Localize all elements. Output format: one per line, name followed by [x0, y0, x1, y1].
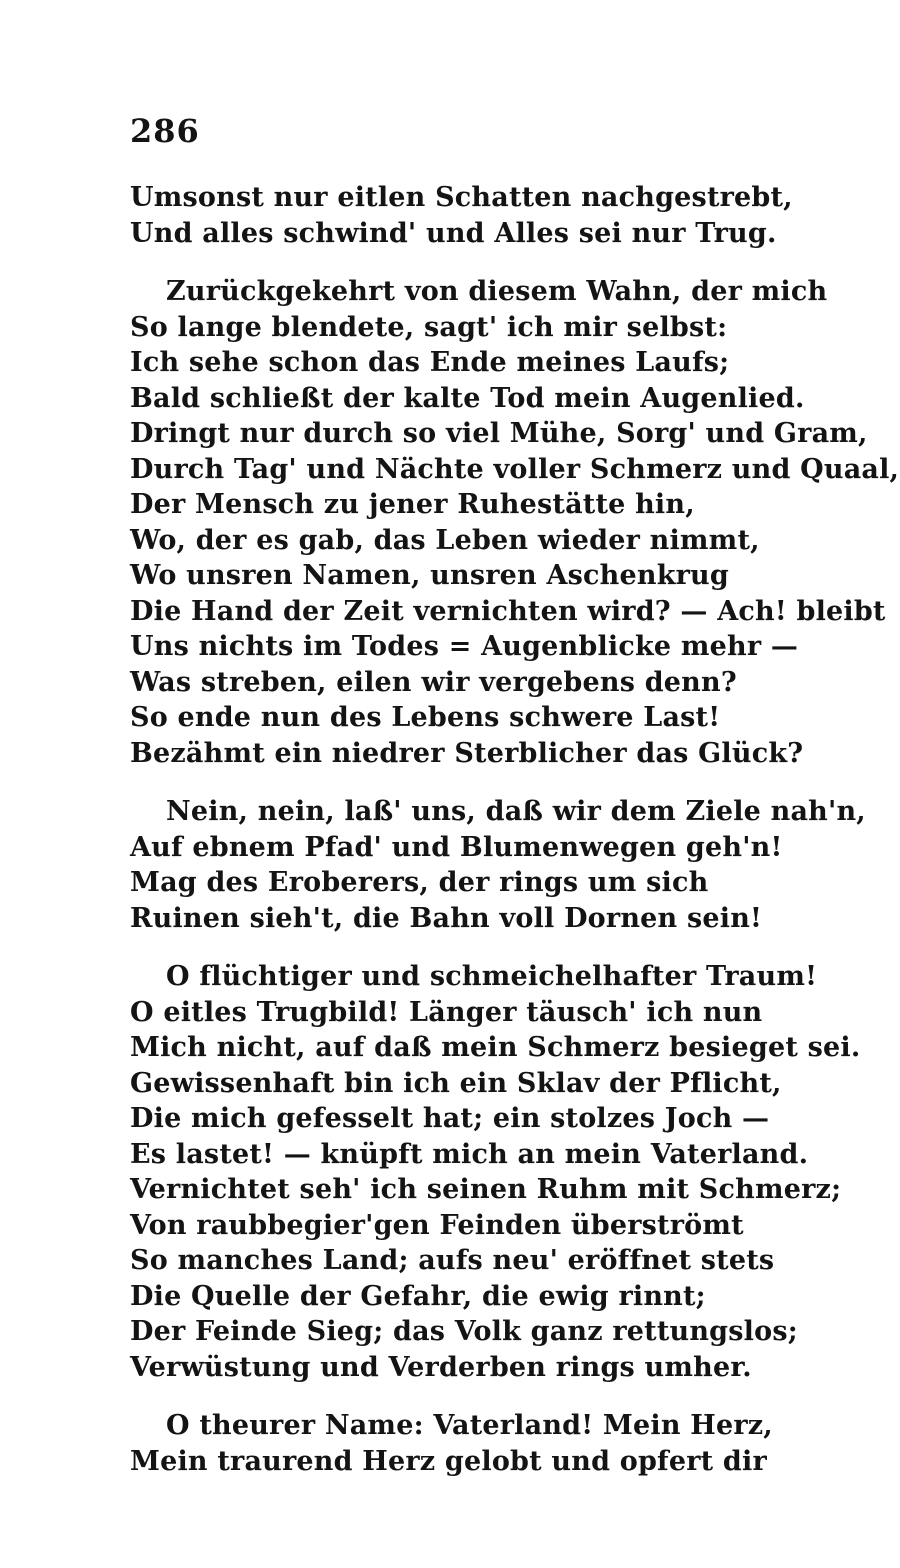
- verse-line: Und alles schwind' und Alles sei nur Trug.: [130, 217, 777, 249]
- verse-line: Mich nicht, auf daß mein Schmerz besieget sei.: [130, 1032, 861, 1063]
- verse-line: Ruinen sieh't, die Bahn voll Dornen sein!: [130, 902, 763, 934]
- verse-line: Was streben, eilen wir vergebens denn?: [130, 666, 737, 698]
- verse-line: Wo, der es gab, das Leben wieder nimmt,: [130, 524, 760, 556]
- verse-line: Der Mensch zu jener Ruhestätte hin,: [130, 489, 695, 520]
- verse-line: Bezähmt ein niedrer Sterblicher das Glück?: [130, 737, 804, 769]
- stanza-4: [130, 959, 861, 1385]
- page-number: 286: [130, 112, 200, 150]
- verse-line: O flüchtiger und schmeichelhafter Traum!: [166, 961, 818, 992]
- verse-line: Nein, nein, laß' uns, daß wir dem Ziele nah'n,: [166, 796, 866, 827]
- verse-line: Vernichtet seh' ich seinen Ruhm mit Schmerz;: [130, 1174, 842, 1205]
- verse-line: Die mich gefesselt hat; ein stolzes Joch —: [130, 1103, 770, 1134]
- verse-line: Bald schließt der kalte Tod mein Augenlied.: [130, 382, 805, 414]
- verse-line: Verwüstung und Verderben rings umher.: [130, 1351, 752, 1383]
- verse-line: Umsonst nur eitlen Schatten nachgestrebt,: [130, 182, 793, 213]
- verse-line: Mein traurend Herz gelobt und opfert dir: [130, 1445, 767, 1477]
- verse-line: Zurückgekehrt von diesem Wahn, der mich: [166, 276, 828, 307]
- stanza-2: [130, 274, 900, 771]
- verse-line: Ich sehe schon das Ende meines Laufs;: [130, 347, 730, 378]
- verse-line: Es lastet! — knüpft mich an mein Vaterland.: [130, 1138, 809, 1170]
- poem-text: [130, 180, 900, 1479]
- stanza-5: [130, 1408, 800, 1479]
- verse-line: O eitles Trugbild! Länger täusch' ich nun: [130, 996, 763, 1028]
- verse-line: Uns nichts im Todes = Augenblicke mehr —: [130, 631, 799, 662]
- verse-line: O theurer Name: Vaterland! Mein Herz,: [166, 1410, 773, 1441]
- verse-line: Die Quelle der Gefahr, die ewig rinnt;: [130, 1280, 706, 1312]
- verse-line: Der Feinde Sieg; das Volk ganz rettungslos;: [130, 1316, 798, 1347]
- verse-line: Dringt nur durch so viel Mühe, Sorg' und Gram,: [130, 418, 868, 449]
- verse-line: So manches Land; aufs neu' eröffnet stets: [130, 1245, 775, 1276]
- verse-line: Mag des Eroberers, der rings um sich: [130, 867, 709, 898]
- verse-line: Durch Tag' und Nächte voller Schmerz und Quaal,: [130, 453, 900, 485]
- verse-line: Die Hand der Zeit vernichten wird? — Ach! bleibt: [130, 595, 886, 627]
- verse-line: So lange blendete, sagt' ich mir selbst:: [130, 311, 728, 343]
- verse-line: Gewissenhaft bin ich ein Sklav der Pflicht,: [130, 1067, 782, 1099]
- verse-line: So ende nun des Lebens schwere Last!: [130, 702, 721, 733]
- stanza-3: [130, 794, 866, 936]
- verse-line: Von raubbegier'gen Feinden überströmt: [130, 1209, 744, 1241]
- stanza-1: [130, 180, 800, 251]
- verse-line: Wo unsren Namen, unsren Aschenkrug: [130, 560, 729, 591]
- verse-line: Auf ebnem Pfad' und Blumenwegen geh'n!: [130, 831, 783, 863]
